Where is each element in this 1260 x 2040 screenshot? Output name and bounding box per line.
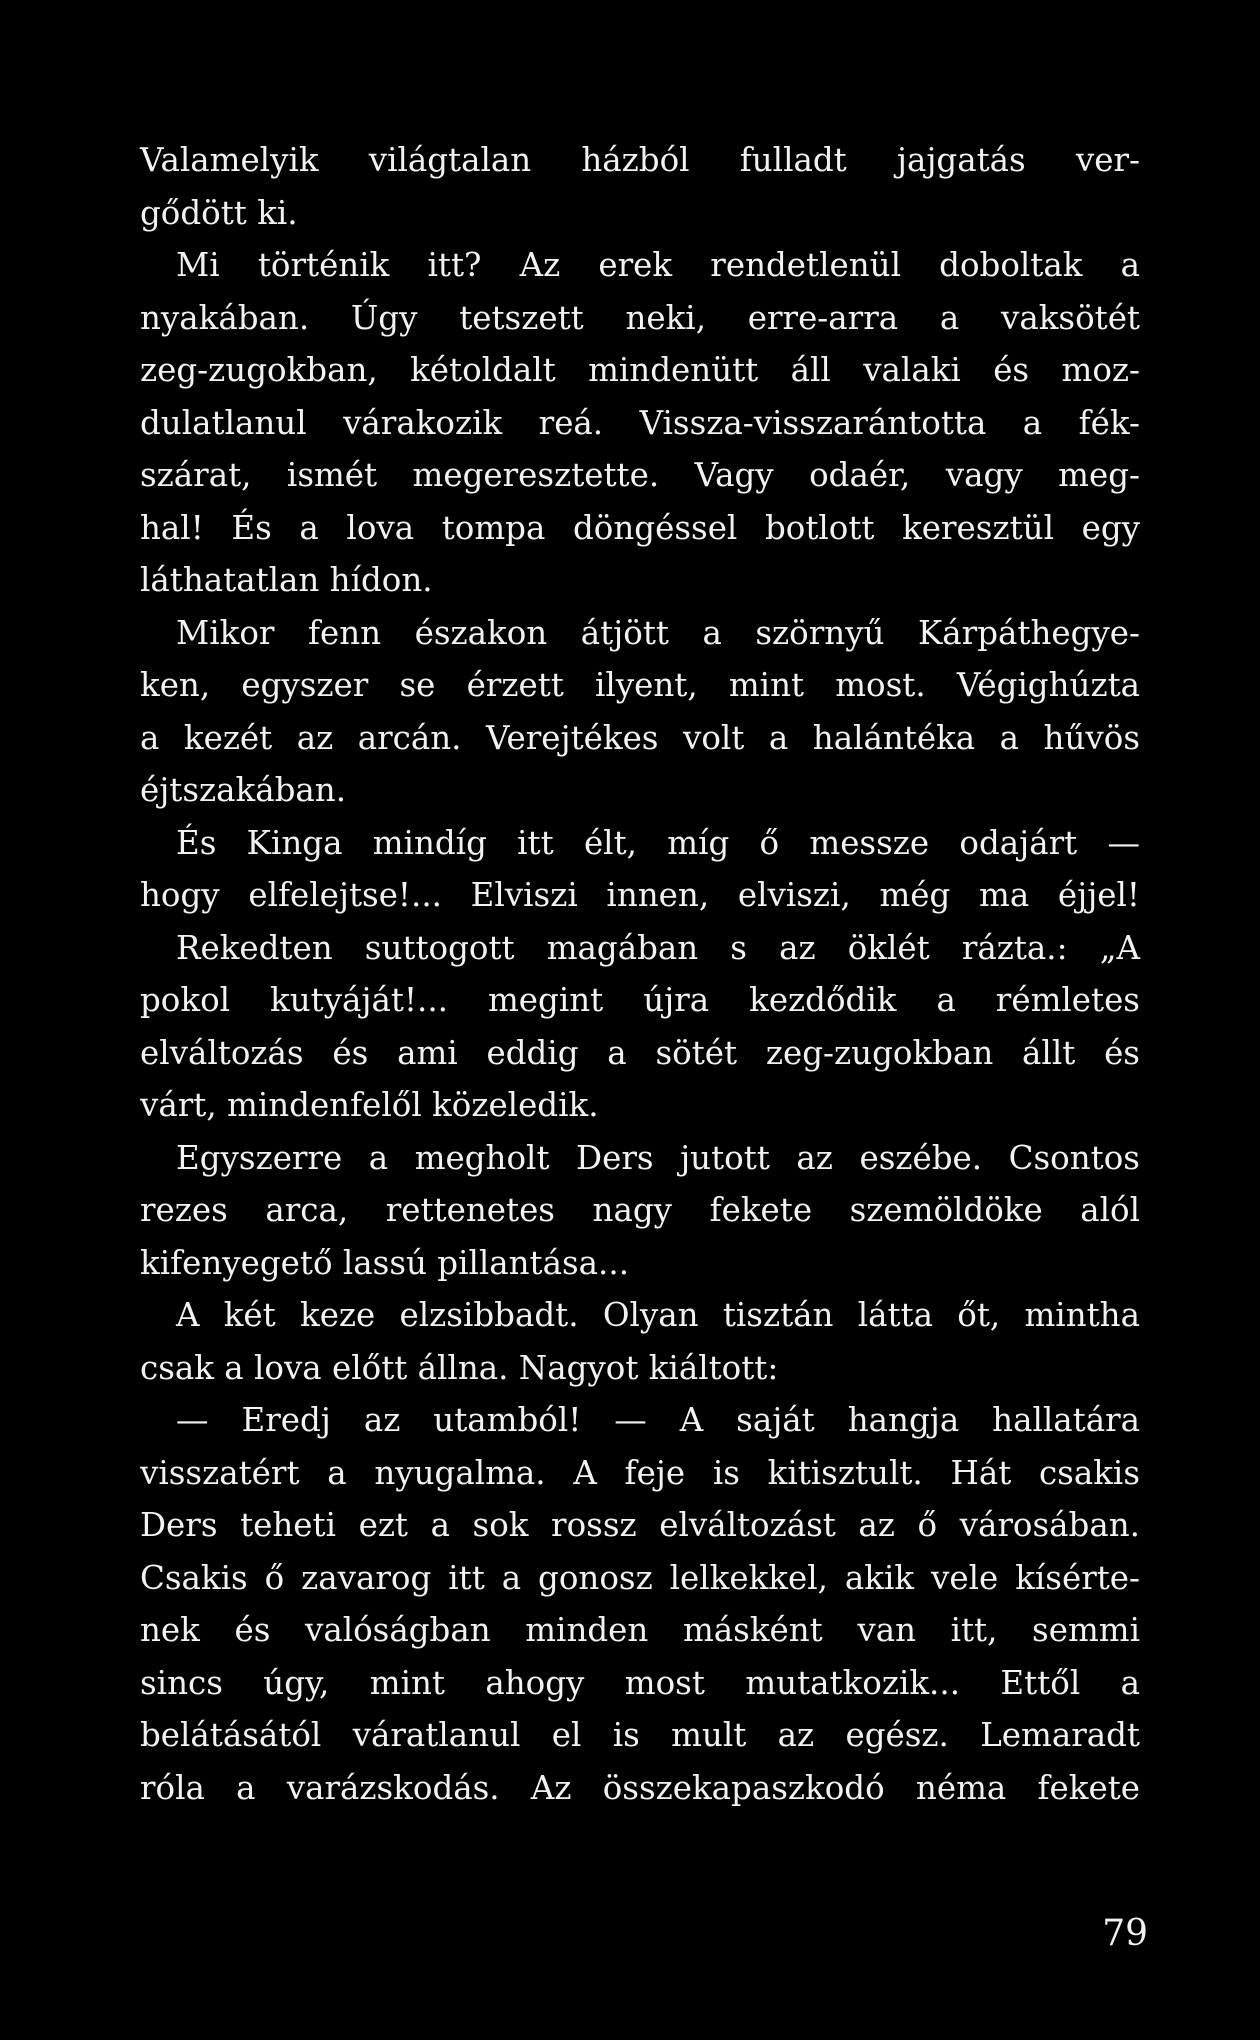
text-line-28: Csakis ő zavarog itt a gonosz lelkekkel, akik vele kísérte-: [140, 1558, 1140, 1597]
text-line-21: rezes arca, rettenetes nagy fekete szemöldöke alól: [140, 1191, 1140, 1229]
text-line-27: Ders teheti ezt a sok rossz elváltozást az ő városában.: [140, 1506, 1140, 1544]
text-line-05: zeg-zugokban, kétoldalt mindenütt áll valaki és moz-: [140, 351, 1140, 389]
text-line-22: kifenyegető lassú pillantása...: [140, 1243, 630, 1282]
page-number: 79: [1102, 1913, 1148, 1954]
text-line-11: ken, egyszer se érzett ilyent, mint most. Végighúzta: [140, 666, 1140, 704]
text-line-18: elváltozás és ami eddig a sötét zeg-zugokban állt és: [140, 1033, 1140, 1072]
text-line-06: dulatlanul várakozik reá. Vissza-visszarántotta a fék-: [140, 403, 1140, 442]
text-line-02: gődött ki.: [140, 193, 298, 232]
text-line-09: láthatatlan hídon.: [140, 561, 433, 599]
text-line-24: csak a lova előtt állna. Nagyot kiáltott:: [140, 1348, 779, 1387]
text-line-04: nyakában. Úgy tetszett neki, erre-arra a vaksötét: [140, 298, 1140, 337]
text-line-32: róla a varázskodás. Az összekapaszkodó néma fekete: [140, 1768, 1140, 1807]
text-line-03: Mi történik itt? Az erek rendetlenül doboltak a: [176, 246, 1140, 284]
text-line-08: hal! És a lova tompa döngéssel botlott keresztül egy: [140, 508, 1140, 547]
text-line-25: — Eredj az utamból! — A saját hangja hallatára: [176, 1401, 1140, 1439]
text-line-12: a kezét az arcán. Verejtékes volt a halántéka a hűvös: [140, 718, 1140, 757]
text-line-10: Mikor fenn északon átjött a szörnyű Kárpáthegye-: [176, 613, 1140, 652]
text-line-31: belátásától váratlanul el is mult az egész. Lemaradt: [140, 1716, 1140, 1754]
text-line-26: visszatért a nyugalma. A feje is kitisztult. Hát csakis: [140, 1453, 1140, 1492]
text-line-15: hogy elfelejtse!... Elviszi innen, elviszi, még ma éjjel!: [140, 876, 1140, 914]
text-line-14: És Kinga mindíg itt élt, míg ő messze odajárt —: [176, 823, 1140, 862]
text-line-19: várt, mindenfelől közeledik.: [140, 1086, 599, 1124]
text-line-23: A két keze elzsibbadt. Olyan tisztán látta őt, mintha: [176, 1296, 1140, 1334]
text-line-17: pokol kutyáját!... megint újra kezdődik a rémletes: [140, 981, 1140, 1019]
text-line-07: szárat, ismét megeresztette. Vagy odaér, vagy meg-: [140, 456, 1140, 494]
text-line-13: éjtszakában.: [140, 771, 347, 809]
text-line-29: nek és valóságban minden másként van itt, semmi: [140, 1611, 1140, 1649]
text-line-16: Rekedten suttogott magában s az öklét rázta.: „A: [176, 928, 1140, 967]
body-text: [140, 134, 1140, 1814]
text-line-30: sincs úgy, mint ahogy most mutatkozik... Ettől a: [140, 1663, 1140, 1702]
text-line-01: Valamelyik világtalan házból fulladt jajgatás ver-: [140, 141, 1140, 179]
text-line-20: Egyszerre a megholt Ders jutott az eszébe. Csontos: [176, 1138, 1140, 1177]
